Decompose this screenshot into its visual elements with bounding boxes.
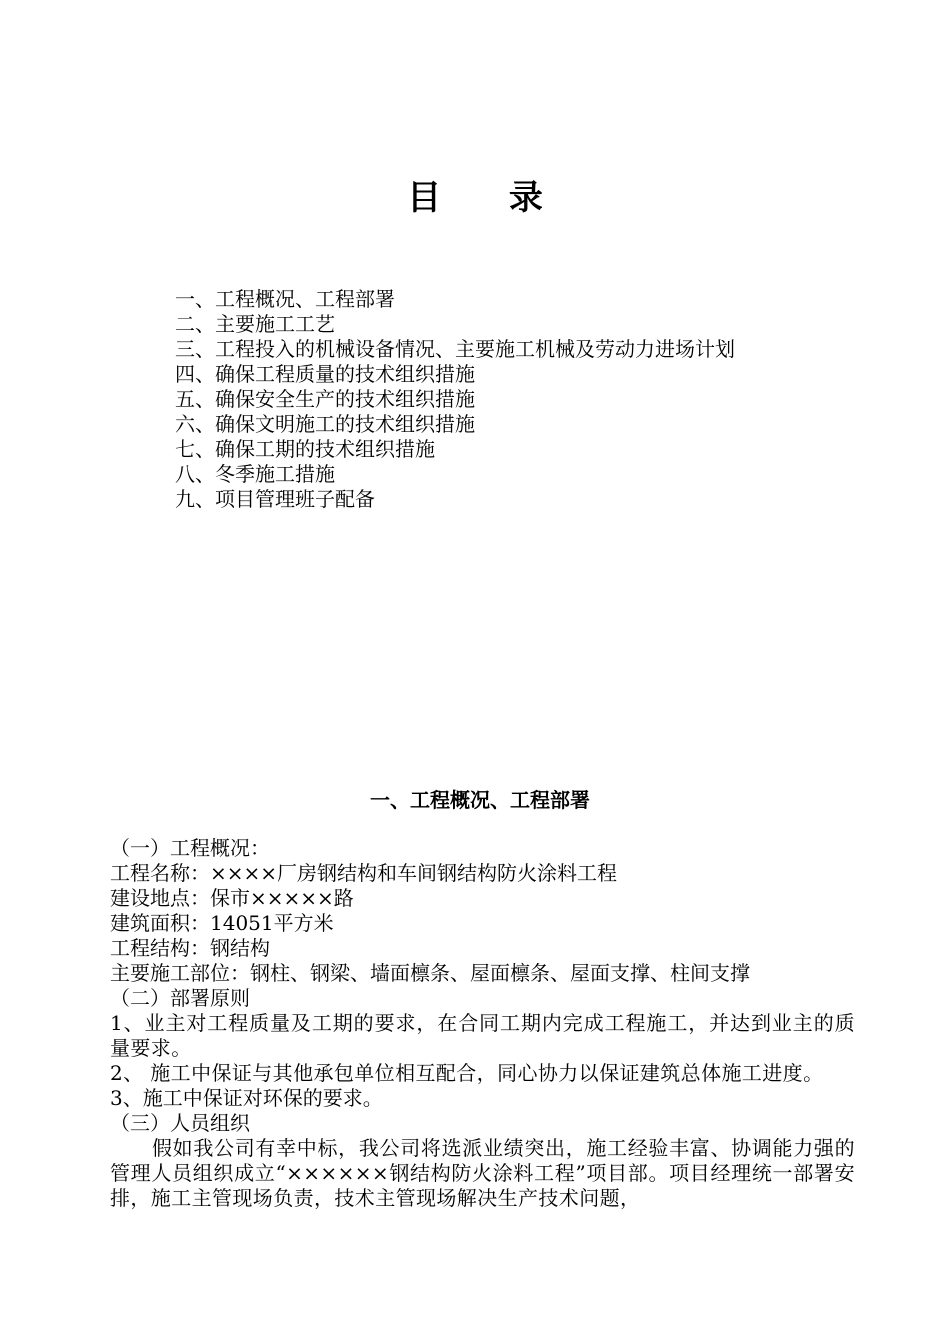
- overview-heading: （一）工程概况：: [110, 836, 270, 860]
- toc-item: 五、确保安全生产的技术组织措施: [175, 387, 475, 411]
- toc-item: 三、工程投入的机械设备情况、主要施工机械及劳动力进场计划: [175, 337, 735, 361]
- toc-list: [175, 287, 735, 512]
- principle-item: 3、施工中保证对环保的要求。: [110, 1086, 383, 1110]
- toc-item: 四、确保工程质量的技术组织措施: [175, 362, 475, 386]
- principle-item: 2、 施工中保证与其他承包单位相互配合，同心协力以保证建筑总体施工进度。: [110, 1061, 824, 1085]
- personnel-heading: （三）人员组织: [110, 1111, 250, 1135]
- principle-item: 1、业主对工程质量及工期的要求，在合同工期内完成工程施工，并达到业主的质量要求。: [110, 1011, 855, 1060]
- principles-heading: （二）部署原则: [110, 986, 250, 1010]
- engineering-structure: 工程结构：钢结构: [110, 936, 270, 960]
- toc-item: 一、工程概况、工程部署: [175, 287, 395, 311]
- personnel-paragraph: 假如我公司有幸中标，我公司将选派业绩突出，施工经验丰富、协调能力强的管理人员组织成立“××××××钢结构防火涂料工程”项目部。项目经理统一部署安排，施工主管现场负责，技术主管现场解决生产技术问题，: [110, 1136, 855, 1210]
- section-heading: 一、工程概况、工程部署: [370, 788, 590, 812]
- building-area: 建筑面积：14051平方米: [110, 911, 334, 935]
- section-body: [110, 836, 855, 1211]
- toc-item: 七、确保工期的技术组织措施: [175, 437, 435, 461]
- toc-title: 目 录: [407, 178, 571, 218]
- toc-item: 二、主要施工工艺: [175, 312, 335, 336]
- construction-parts: 主要施工部位：钢柱、钢梁、墙面檩条、屋面檩条、屋面支撑、柱间支撑: [110, 961, 750, 985]
- toc-item: 六、确保文明施工的技术组织措施: [175, 412, 475, 436]
- toc-item: 八、冬季施工措施: [175, 462, 335, 486]
- toc-item: 九、项目管理班子配备: [175, 487, 375, 511]
- project-location: 建设地点：保市×××××路: [110, 886, 354, 910]
- project-name: 工程名称：××××厂房钢结构和车间钢结构防火涂料工程: [110, 861, 618, 885]
